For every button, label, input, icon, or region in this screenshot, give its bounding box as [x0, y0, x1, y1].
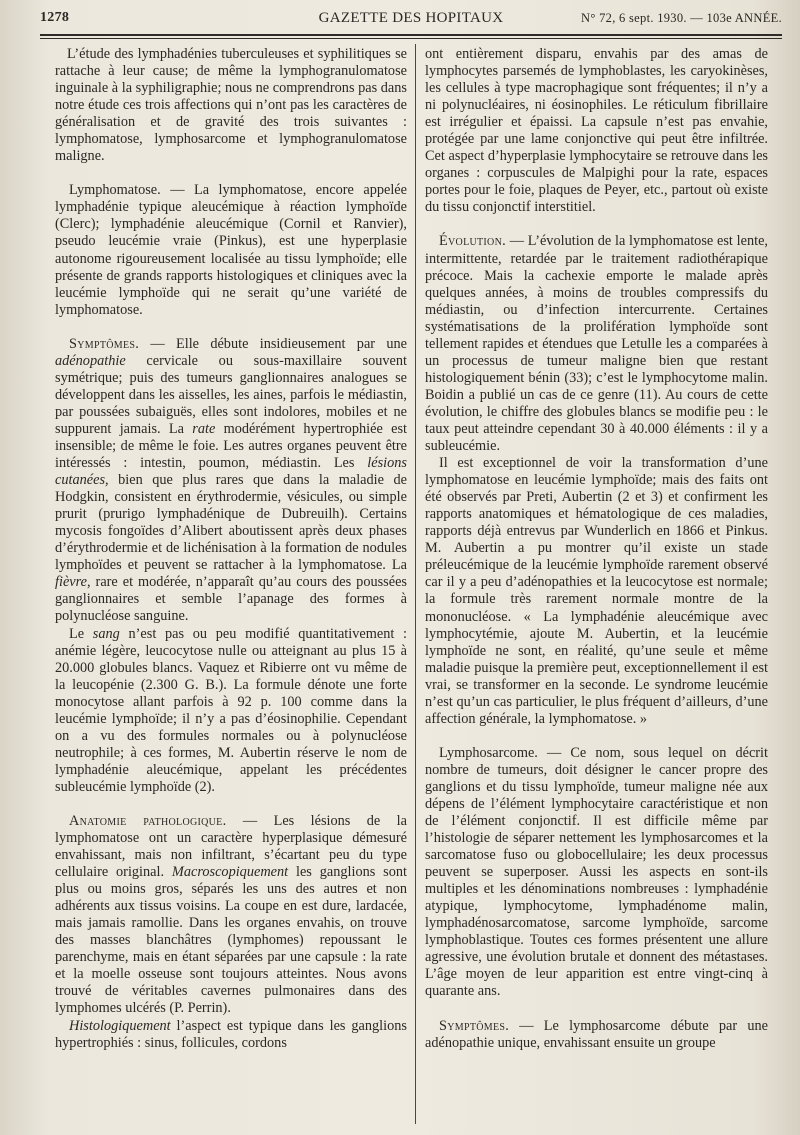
- paragraph-evolution: Évolution. — L’évolution de la lymphomatose est lente, intermittente, retardée par le traitement radiothérapique précoce. Mais la cachexie emporte le malade après quelques années, à moins de troubles compressifs du médiastin, ou d’infection intercurrente. Certaines systématisations de la prolifération lymphoïde sont tellement rapides et étendues que Letulle les a comparées à un processus de tumeur maligne bien que restant histologiquement bénin (33); c’est le lymphocytome malin. Boidin a publié un cas de ce genre (11). Au cours de cette évolution, le chiffre des globules blancs se modifie peu : le taux peut atteindre cependant 30 à 40.000 éléments : il y a subleucémie.: [425, 233, 768, 455]
- section-heading-lymphosarcome: Lymphosarcome.: [439, 744, 538, 761]
- paragraph-sang: Le sang n’est pas ou peu modifié quantitativement : anémie légère, leucocytose nulle ou atteignant au plus 15 à 20.000 globules blancs. Vaquez et Ribierre ont vu même de la leucopénie (2.300 G. B.). La formule dénote une forte monocytose allant parfois à 92 p. 100 comme dans la leucémie lymphoïde; il n’y a pas d’éosinophilie. Cependant on a vu des formules normales ou à polynucléose neutrophile; à ces formes, M. Aubertin réserve le nom de lymphadénie aleucémique, appelant les précédentes subleucémie lymphoïde (2).: [55, 625, 407, 795]
- header-rule-thin: [40, 38, 782, 39]
- page-header: [40, 8, 782, 32]
- section-heading-symptomes: Symptômes.: [69, 335, 140, 352]
- section-heading-evolution: Évolution.: [439, 233, 506, 250]
- paragraph-intro: L’étude des lymphadénies tuberculeuses et syphilitiques se rattache à leur cause; de même la lymphogranulomatose inguinale à la syphiligraphie; nous ne comprendrons pas dans notre étude ces trois affections qui n’ont pas les caractères de généralisation et de gravité des trois suivantes : lymphomatose, lymphosarcome et lymphogranulomatose maligne.: [55, 46, 407, 165]
- header-rule-thick: [40, 34, 782, 36]
- page-number: 1278: [40, 10, 70, 25]
- column-divider: [415, 44, 416, 1124]
- section-heading-anatomie: Anatomie pathologique.: [69, 812, 227, 829]
- paragraph-histologie: Histologiquement l’aspect est typique dans les ganglions hypertrophiés : sinus, follicules, cordons: [55, 1017, 407, 1051]
- issue-info: N° 72, 6 sept. 1930. — 103e ANNÉE.: [581, 11, 782, 25]
- paragraph-symptomes-lymphosarcome: Symptômes. — Le lymphosarcome débute par une adénopathie unique, envahissant ensuite un groupe: [425, 1017, 768, 1051]
- left-column: [55, 46, 407, 1126]
- paragraph-symptomes: Symptômes. — Elle débute insidieusement par une adénopathie cervicale ou sous-maxillaire souvent symétrique; puis des tumeurs ganglionnaires analogues se développent dans les aisselles, les aines, parfois le médiastin, par poussées subaiguës, elles sont indolores, mobiles et ne suppurent jamais. La rate modérément hypertrophiée est insensible; de même le foie. Les autres organes peuvent être intéressés : intestin, poumon, médiastin. Les lésions cutanées, bien que plus rares que dans la maladie de Hodgkin, consistent en érythrodermie, vésicules, ou simple prurit (prurigo lymphadénique de Dubreuilh). Certains mycosis fongoïdes d’Alibert aboutissent après deux phases d’érythrodermie et de lichénisation à la formation de nodules lymphoïdes et peuvent se rattacher à la lymphomatose. La fièvre, rare et modérée, n’apparaît qu’au cours des poussées ganglionnaires et semble l’apanage des formes à polynucléose sanguine.: [55, 335, 407, 625]
- section-heading-lymphomatose: Lymphomatose.: [69, 182, 161, 199]
- paragraph-lymphomatose: Lymphomatose. — La lymphomatose, encore appelée lymphadénie typique aleucémique à réaction lymphoïde (Clerc); lymphadénie aleucémique (Cornil et Ranvier), pseudo leucémie vraie (Pinkus), est une hyperplasie autonome rigoureusement localisée au tissu lymphoïde; elle présente de grands rapports histologiques et cliniques avec la leucémie lymphoïde qui ne serait qu’une variété de lymphomatose.: [55, 182, 407, 318]
- paragraph-continuation: ont entièrement disparu, envahis par des amas de lymphocytes parsemés de lymphoblastes, les caryokinèses, les cellules à type macrophagique sont fréquentes; il n’y a ni polynucléaires, ni éosinophiles. Le réticulum fibrillaire est irrégulier et épaissi. La capsule n’est pas envahie, protégée par une lame conjonctive qui peut être infiltrée. Cet aspect d’hyperplasie lymphocytaire se retrouve dans les organes : corpuscules de Malpighi pour la rate, espaces portes pour le foie, plaques de Peyer, etc., partout où existe du tissu conjonctif interstitiel.: [425, 46, 768, 216]
- paragraph-anatomie: Anatomie pathologique. — Les lésions de la lymphomatose ont un caractère hyperplasique démesuré envahissant, mais non infiltrant, s’écartant peu du type cellulaire original. Macroscopiquement les ganglions sont plus ou moins gros, séparés les uns des autres et non adhérents aux tissus voisins. La coupe en est dure, lardacée, mais jamais ramollie. Dans les organes envahis, on trouve des masses blanchâtres (lymphomes) repoussant le parenchyme, mais en étant séparées par une capsule : la rate et la moelle osseuse sont toujours atteintes. Nous avons trouvé de véritables cavernes pulmonaires dans des lymphomes ulcérés (P. Perrin).: [55, 812, 407, 1017]
- paragraph-lymphosarcome: Lymphosarcome. — Ce nom, sous lequel on décrit nombre de tumeurs, doit désigner le cancer propre des ganglions et du tissu lymphoïde, tumeur maligne née aux dépens de l’élément lymphocytaire caractéristique et non de l’élément conjonctif. Il est difficile même par l’histologie de séparer nettement les lymphosarcomes et la sarcomatose fuso ou globocellulaire; les deux processus peuvent se superposer. Aussi les aspects en sont-ils multiples et les dénominations nombreuses : lymphadénie atypique, lymphocytome, lymphadénome malin, lymphadénosarcomatose, sarcome lymphoïde, sarcome lymphoblastique. Toutes ces formes présentent une allure agressive, une évolution brutale et donnent des métastases. L’âge moyen de leur apparition est entre vingt-cinq à quarante ans.: [425, 744, 768, 1000]
- journal-title: GAZETTE DES HOPITAUX: [318, 10, 504, 26]
- section-heading-symptomes-2: Symptômes.: [439, 1017, 510, 1034]
- right-column: [425, 46, 768, 1126]
- paragraph-transformation: Il est exceptionnel de voir la transformation d’une lymphomatose en leucémie lymphoïde; mais des faits ont été observés par Preti, Aubertin (2 et 3) et confirment les rapports anatomiques et hématologique de ces maladies, rapports déjà entrevus par Wunderlich en 1866 et Pinkus. M. Aubertin a pu montrer qu’il existe un stade préleucémique de la leucémie lymphoïde rarement observé car il y a peu d’adénopathies et la leucocytose est normale; la formule très rarement normale montre de la mononucléose. « La lymphadénie aleucémique avec lymphocytémie, ajoute M. Aubertin, et la leucémie lymphoïde ne sont, en réalité, qu’une seule et même maladie puisque la première peut, exceptionnellement il est vrai, se transformer en la seconde. Le syndrome leucémie n’est qu’un cas particulier, le plus fréquent d’ailleurs, d’une affection générale, la lymphomatose. »: [425, 455, 768, 727]
